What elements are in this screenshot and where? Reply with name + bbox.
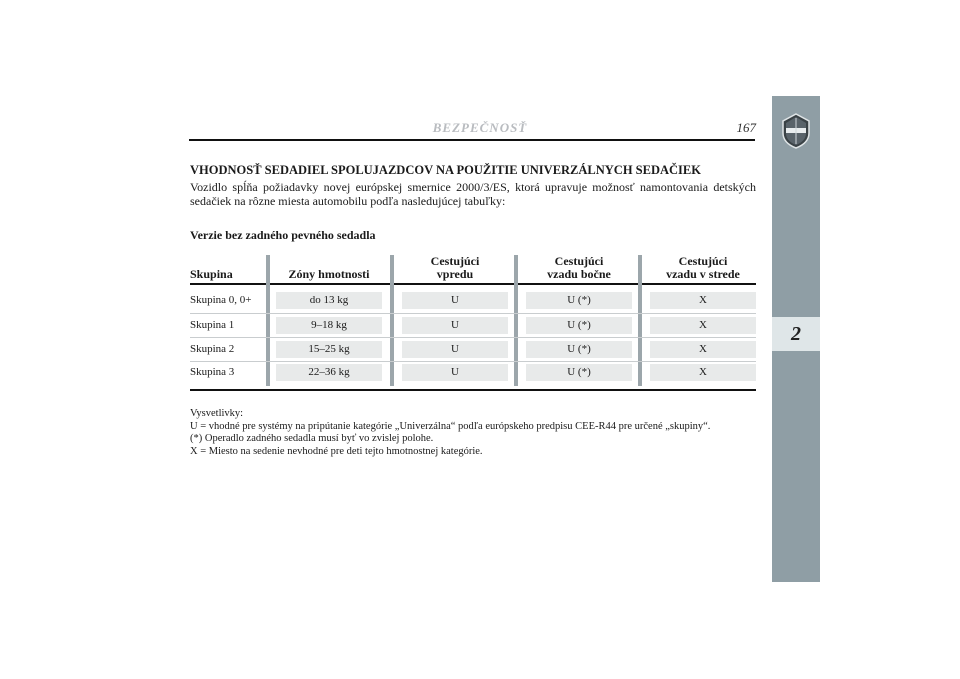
legend-notes bbox=[190, 408, 710, 458]
cell-weight: 15–25 kg bbox=[276, 341, 382, 358]
row-divider bbox=[190, 313, 756, 314]
chapter-tab[interactable]: 2 bbox=[772, 317, 820, 351]
cell-weight: do 13 kg bbox=[276, 292, 382, 309]
page-heading: VHODNOSŤ SEDADIEL SPOLUJAZDCOV NA POUŽITIE UNIVERZÁLNYCH SEDAČIEK bbox=[190, 163, 701, 177]
cell-rear-center: X bbox=[650, 317, 756, 334]
row-group-label: Skupina 0, 0+ bbox=[190, 294, 252, 306]
header-rule bbox=[189, 139, 755, 141]
col-header-group: Skupina bbox=[190, 267, 233, 281]
intro-paragraph: Vozidlo spĺňa požiadavky novej európskej smernice 2000/3/ES, ktorá upravuje možnosť namontovania detských sedačiek na rôzne miesta automobilu podľa nasledujúcej tabuľky: bbox=[190, 180, 756, 208]
cell-front: U bbox=[402, 364, 508, 381]
col-header-weight: Zóny hmotnosti bbox=[288, 267, 370, 281]
cell-rear-side: U (*) bbox=[526, 364, 632, 381]
brand-badge bbox=[772, 96, 820, 166]
cell-rear-side: U (*) bbox=[526, 341, 632, 358]
cell-weight: 22–36 kg bbox=[276, 364, 382, 381]
legend-title: Vysvetlivky: bbox=[190, 408, 244, 419]
cell-rear-side: U (*) bbox=[526, 317, 632, 334]
column-separator bbox=[638, 255, 642, 386]
cell-weight: 9–18 kg bbox=[276, 317, 382, 334]
row-divider bbox=[190, 361, 756, 362]
col-header-rear-side-line1: Cestujúci bbox=[554, 254, 604, 268]
cell-front: U bbox=[402, 317, 508, 334]
cell-front: U bbox=[402, 292, 508, 309]
row-group-label: Skupina 3 bbox=[190, 366, 235, 378]
table-header-rule bbox=[190, 283, 756, 285]
cell-rear-center: X bbox=[650, 292, 756, 309]
cell-rear-center: X bbox=[650, 364, 756, 381]
lancia-logo-icon bbox=[781, 113, 811, 149]
legend-line: (*) Operadlo zadného sedadla musí byť vo zvislej polohe. bbox=[190, 433, 434, 444]
row-divider bbox=[190, 337, 756, 338]
column-separator bbox=[266, 255, 270, 386]
column-separator bbox=[514, 255, 518, 386]
section-title: BEZPEČNOSŤ bbox=[432, 120, 528, 135]
table-bottom-rule bbox=[190, 389, 756, 391]
col-header-rear-side-line2: vzadu bočne bbox=[547, 267, 611, 281]
col-header-rear-center-line2: vzadu v strede bbox=[666, 267, 740, 281]
page-number: 167 bbox=[736, 120, 756, 135]
col-header-rear-center bbox=[650, 255, 756, 281]
cell-rear-side: U (*) bbox=[526, 292, 632, 309]
col-header-front bbox=[402, 255, 508, 281]
col-header-front-line1: Cestujúci bbox=[430, 254, 480, 268]
row-group-label: Skupina 1 bbox=[190, 319, 235, 331]
cell-front: U bbox=[402, 341, 508, 358]
column-separator bbox=[390, 255, 394, 386]
col-header-front-line2: vpredu bbox=[436, 267, 474, 281]
row-group-label: Skupina 2 bbox=[190, 343, 235, 355]
legend-line: X = Miesto na sedenie nevhodné pre deti tejto hmotnostnej kategórie. bbox=[190, 445, 483, 457]
chapter-sidebar bbox=[772, 96, 820, 582]
table-subheading: Verzie bez zadného pevného sedadla bbox=[190, 228, 376, 242]
col-header-rear-center-line1: Cestujúci bbox=[678, 254, 728, 268]
cell-rear-center: X bbox=[650, 341, 756, 358]
col-header-rear-side bbox=[526, 255, 632, 281]
legend-line: U = vhodné pre systémy na pripútanie kategórie „Univerzálna“ podľa európskeho predpisu CEE-R44 pre určené „skupiny“. bbox=[190, 420, 711, 432]
